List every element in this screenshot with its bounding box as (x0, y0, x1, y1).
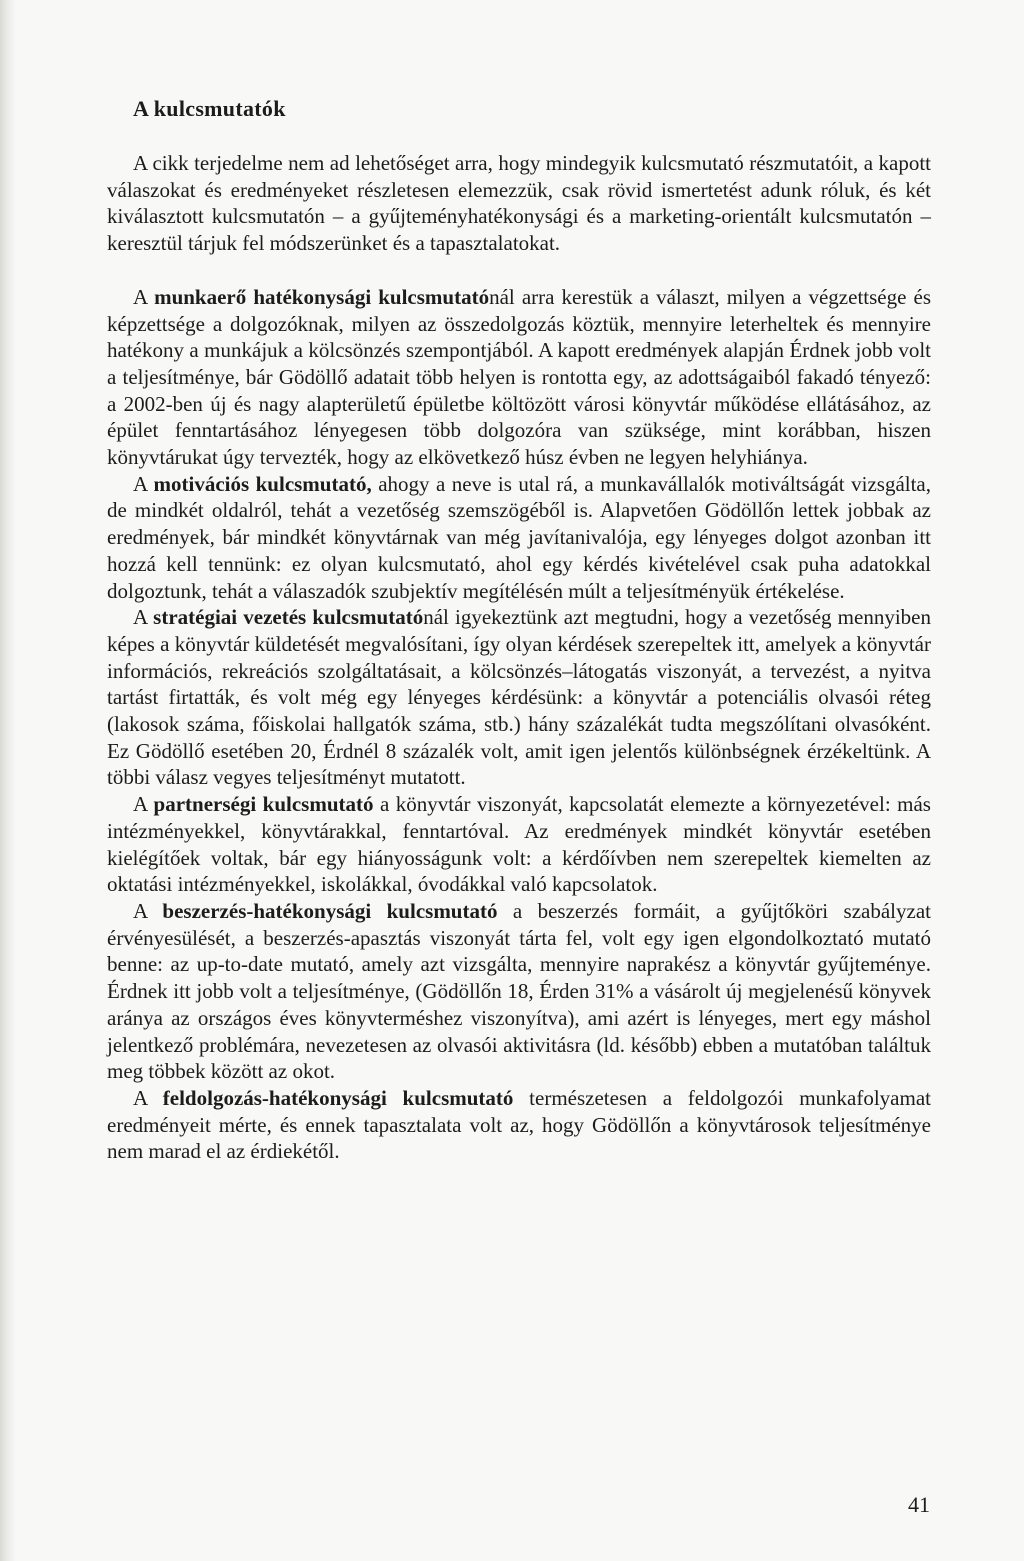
section-heading: A kulcsmutatók (133, 96, 286, 121)
paragraph-strategic-management: A stratégiai vezetés kulcsmutatónál igyekeztünk azt megtudni, hogy a vezetőség mennyiben képes a könyvtár küldetését megvalósítani, így olyan kérdések szerepeltek itt, amelyek a könyvtár információs, rekreációs szolgáltatásait, a kölcsönzés–látogatás viszonyát, a tervezést, a nyitva tartást firtatták, és volt még egy lényeges kérdésünk: a könyvtár a potenciális olvasói réteg (lakosok száma, főiskolai hallgatók száma, stb.) hány százalékát tudta megszólítani olvasóként. Ez Gödöllő esetében 20, Érdnél 8 százalék volt, amit igen jelentős különbségnek érzékeltünk. A többi válasz vegyes teljesítményt mutatott. (107, 605, 931, 790)
paragraph-workforce-efficiency: A munkaerő hatékonysági kulcsmutatónál arra kerestük a választ, milyen a végzettsége és képzettsége a dolgozóknak, milyen az összedolgozás köztük, mennyire leterheltek és mennyire hatékony a munkájuk a kölcsönzés szempontjából. A kapott eredmények alapján Érdnek jobb volt a teljesítménye, bár Gödöllő adatait több helyen is rontotta egy, az adottságaiból fakadó tényező: a 2002-ben új és nagy alapterületű épületbe költözött városi könyvtár működése ellátásához, az épület fenntartásához lényegesen több dolgozóra van szüksége, mint korábban, hiszen könyvtárukat úgy tervezték, hogy az elkövetkező húsz évben ne legyen helyhiánya. (107, 284, 931, 470)
paragraph-acquisition-efficiency: A beszerzés-hatékonysági kulcsmutató a beszerzés formáit, a gyűjtőköri szabályzat érvényesülését, a beszerzés-apasztás viszonyát tárta fel, volt egy igen elgondolkoztató mutató benne: az up-to-date mutató, amely azt vizsgálta, mennyire naprakész a könyvtár gyűjteménye. Érdnek itt jobb volt a teljesítménye, (Gödöllőn 18, Érden 31% a vásárolt új megjelenésű könyvek aránya az országos éves könyvterméshez viszonyítva), ami azért is lényeges, mert egy máshol jelentkező problémára, nevezetesen az olvasói aktivitásra (ld. később) ebben a mutatóban találtuk meg többek között az okot. (107, 898, 931, 1084)
term-workforce-efficiency: munkaerő hatékonysági kulcsmutató (154, 284, 490, 309)
term-strategic-management: stratégiai vezetés kulcsmutató (153, 605, 424, 630)
paragraph-motivation: A motivációs kulcsmutató, ahogy a neve is utal rá, a munkavállalók motiváltságát vizsgálta, de mindkét oldalról, tehát a vezetőség szemszögéből is. Alapvetően Gödöllőn lettek jobbak az eredmények, bár mindkét könyvtárnak van még javítanivalója, egy lényeges dolgot azonban itt hozzá kell tennünk: ez olyan kulcsmutató, ahol egy kérdés kivételével csak puha adatokkal dolgoztunk, tehát a válaszadók szubjektív megítélésén múlt a teljesítményük értékelése. (107, 471, 932, 603)
term-motivation: motivációs kulcsmutató, (153, 471, 372, 496)
paragraph-processing-efficiency: A feldolgozás-hatékonysági kulcsmutató természetesen a feldolgozói munkafolyamat eredményeit mérte, és ennek tapasztalata volt az, hogy Gödöllőn a könyvtárosok teljesítménye nem marad el az érdiekétől. (107, 1085, 931, 1164)
paragraph-partnership: A partnerségi kulcsmutató a könyvtár viszonyát, kapcsolatát elemezte a környezetével: más intézményekkel, könyvtárakkal, fenntartóval. Az eredmények mindkét könyvtár esetében kielégítőek voltak, bár egy hiányosságunk volt: a kérdőívben nem szerepeltek kiemelten az oktatási intézményekkel, iskolákkal, óvodákkal való kapcsolatok. (107, 792, 931, 897)
page-number: 41 (908, 1492, 930, 1517)
term-processing-efficiency: feldolgozás-hatékonysági kulcsmutató (162, 1085, 514, 1110)
body-text (107, 150, 931, 1165)
page-left-edge-shadow (0, 0, 16, 1561)
document-page (107, 96, 931, 1165)
term-partnership: partnerségi kulcsmutató (153, 792, 374, 817)
term-acquisition-efficiency: beszerzés-hatékonysági kulcsmutató (162, 898, 498, 923)
paragraph-intro: A cikk terjedelme nem ad lehetőséget arra, hogy mindegyik kulcsmutató részmutatóit, a kapott válaszokat és eredményeket részletesen elemezzük, csak rövid ismertetést adunk róluk, és két kiválasztott kulcsmutatón – a gyűjteményhatékonysági és a marketing-orientált kulcsmutatón – keresztül tárjuk fel módszerünket és a tapasztalatokat. (107, 151, 931, 256)
